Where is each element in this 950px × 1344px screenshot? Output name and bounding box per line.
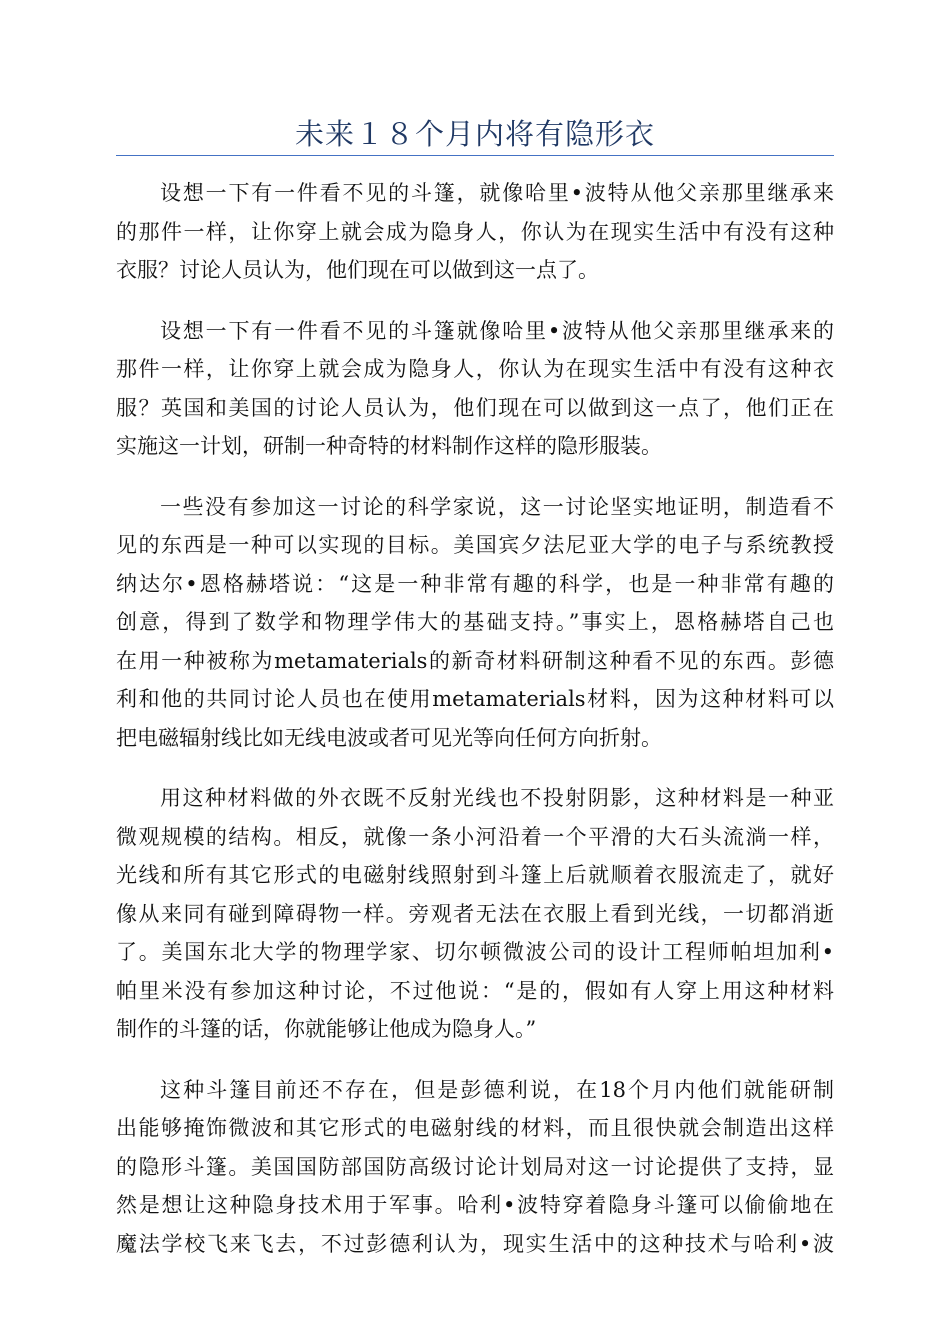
text-line: 服？英国和美国的讨论人员认为，他们现在可以做到这一点了，他们正在	[116, 395, 834, 420]
document-body	[116, 174, 834, 1285]
text-line: 魔法学校飞来飞去，不过彭德利认为，现实生活中的这种技术与哈利•波	[116, 1231, 834, 1256]
text-line: 制作的斗篷的话，你就能够让他成为隐身人。”	[116, 1017, 537, 1041]
paragraph-5	[116, 1071, 834, 1264]
text-line: 了。美国东北大学的物理学家、切尔顿微波公司的设计工程师帕坦加利•	[116, 940, 834, 964]
text-line: 这种斗篷目前还不存在，但是彭德利说，在18个月内他们就能研制	[160, 1077, 834, 1102]
paragraph-1	[116, 174, 834, 290]
text-line: 衣服？讨论人员认为，他们现在可以做到这一点了。	[116, 258, 599, 282]
text-line: 然是想让这种隐身技术用于军事。哈利•波特穿着隐身斗篷可以偷偷地在	[116, 1193, 834, 1217]
text-line: 设想一下有一件看不见的斗篷就像哈里•波特从他父亲那里继承来的	[160, 318, 834, 343]
text-line: 把电磁辐射线比如无线电波或者可见光等向任何方向折射。	[116, 725, 662, 750]
text-line: 帕里米没有参加这种讨论，不过他说：“是的，假如有人穿上用这种材料	[116, 978, 834, 1003]
text-line: 的隐形斗篷。美国国防部国防高级讨论计划局对这一讨论提供了支持，显	[116, 1154, 834, 1179]
paragraph-3	[116, 488, 834, 758]
text-line: 那件一样，让你穿上就会成为隐身人，你认为在现实生活中有没有这种衣	[116, 357, 834, 381]
page-title: 未来１８个月内将有隐形衣	[294, 117, 655, 151]
text-line: 微观规模的结构。相反，就像一条小河沿着一个平滑的大石头流淌一样，	[116, 824, 834, 849]
text-line: 实施这一计划，研制一种奇特的材料制作这样的隐形服装。	[116, 434, 662, 458]
paragraph-4	[116, 779, 834, 1049]
paragraph-2	[116, 312, 834, 466]
text-line: 在用一种被称为metamaterials的新奇材料研制这种看不见的东西。彭德	[116, 648, 834, 673]
text-line: 光线和所有其它形式的电磁射线照射到斗篷上后就顺着衣服流走了，就好	[116, 863, 834, 887]
text-line: 出能够掩饰微波和其它形式的电磁射线的材料，而且很快就会制造出这样	[116, 1116, 834, 1140]
text-line: 设想一下有一件看不见的斗篷，就像哈里•波特从他父亲那里继承来	[160, 181, 834, 205]
text-line: 用这种材料做的外衣既不反射光线也不投射阴影，这种材料是一种亚	[160, 786, 834, 810]
text-line: 像从来同有碰到障碍物一样。旁观者无法在衣服上看到光线，一切都消逝	[116, 901, 834, 926]
title-underline	[116, 155, 834, 156]
text-line: 的那件一样，让你穿上就会成为隐身人，你认为在现实生活中有没有这种	[116, 219, 834, 244]
text-line: 纳达尔•恩格赫塔说：“这是一种非常有趣的科学，也是一种非常有趣的	[116, 571, 834, 596]
text-line: 利和他的共同讨论人员也在使用metamaterials材料，因为这种材料可以	[116, 687, 834, 711]
text-line: 一些没有参加这一讨论的科学家说，这一讨论坚实地证明，制造看不	[160, 494, 834, 519]
text-line: 创意，得到了数学和物理学伟大的基础支持。”事实上，恩格赫塔自己也	[116, 610, 834, 634]
text-line: 见的东西是一种可以实现的目标。美国宾夕法尼亚大学的电子与系统教授	[116, 533, 834, 557]
